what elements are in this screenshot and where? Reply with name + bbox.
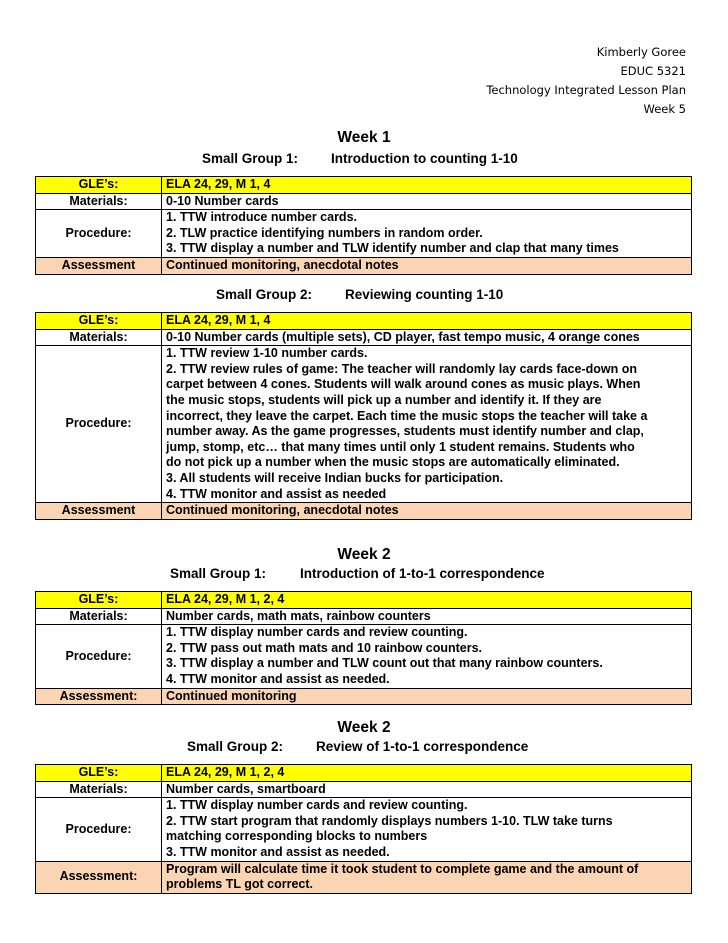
week1-group1-table <box>35 176 692 275</box>
procedure-value <box>162 798 692 861</box>
procedure-step: 1. TTW display number cards and review counting. <box>166 798 468 813</box>
materials-row <box>36 608 692 625</box>
assessment-row <box>36 861 692 893</box>
assessment-label: Assessment <box>36 257 162 274</box>
materials-label: Materials: <box>36 193 162 210</box>
procedure-step: 1. TTW display number cards and review counting. <box>166 625 468 640</box>
procedure-step: the music stops, students will pick up a number and identify it. If they are <box>166 392 602 407</box>
week2a-title: Week 2 <box>337 546 391 563</box>
materials-label: Materials: <box>36 608 162 625</box>
document-header <box>486 43 686 119</box>
gle-label: GLE’s: <box>36 313 162 330</box>
procedure-step: 3. TTW display a number and TLW count out that many rainbow counters. <box>166 656 603 671</box>
plan-week: Week 5 <box>643 102 686 116</box>
materials-row <box>36 193 692 210</box>
assessment-row <box>36 257 692 274</box>
assessment-row <box>36 688 692 705</box>
week1-title: Week 1 <box>337 129 391 146</box>
week2b-title: Week 2 <box>337 719 391 736</box>
procedure-step: matching corresponding blocks to numbers <box>166 829 428 844</box>
week2b-group: Small Group 2: <box>187 739 284 754</box>
procedure-step: 2. TLW practice identifying numbers in random order. <box>166 225 483 240</box>
procedure-value <box>162 625 692 688</box>
procedure-step: 2. TTW pass out math mats and 10 rainbow counters. <box>166 640 483 655</box>
assessment-label: Assessment: <box>36 688 162 705</box>
procedure-step: 4. TTW monitor and assist as needed <box>166 486 387 501</box>
week1-g2-topic: Reviewing counting 1-10 <box>345 287 504 302</box>
procedure-step: jump, stomp, etc… that many times until only 1 student remains. Students who <box>166 439 635 454</box>
procedure-step: 3. All students will receive Indian bucks for participation. <box>166 470 504 485</box>
materials-value: 0-10 Number cards (multiple sets), CD player, fast tempo music, 4 orange cones <box>162 329 692 346</box>
procedure-row <box>36 346 692 503</box>
procedure-label: Procedure: <box>36 625 162 688</box>
assessment-row <box>36 503 692 520</box>
materials-value: Number cards, math mats, rainbow counters <box>162 608 692 625</box>
procedure-value <box>162 346 692 503</box>
procedure-step: 1. TTW introduce number cards. <box>166 210 357 225</box>
gle-label: GLE’s: <box>36 592 162 609</box>
assessment-value: Continued monitoring, anecdotal notes <box>162 257 692 274</box>
gle-row <box>36 313 692 330</box>
plan-title: Technology Integrated Lesson Plan <box>486 83 686 97</box>
assessment-line: Program will calculate time it took student to complete game and the amount of <box>166 861 639 876</box>
procedure-step: 1. TTW review 1-10 number cards. <box>166 346 368 361</box>
procedure-row <box>36 210 692 258</box>
procedure-step: 4. TTW monitor and assist as needed. <box>166 671 390 686</box>
gle-row <box>36 592 692 609</box>
gle-value: ELA 24, 29, M 1, 2, 4 <box>162 592 692 609</box>
materials-value: Number cards, smartboard <box>162 781 692 798</box>
gle-value: ELA 24, 29, M 1, 4 <box>162 313 692 330</box>
author-name: Kimberly Goree <box>596 45 686 59</box>
procedure-label: Procedure: <box>36 798 162 861</box>
procedure-step: do not pick up a number when the music stops are automatically eliminated. <box>166 455 620 470</box>
week1-g1-topic: Introduction to counting 1-10 <box>331 151 518 166</box>
procedure-label: Procedure: <box>36 210 162 258</box>
course-code: EDUC 5321 <box>620 64 686 78</box>
gle-row <box>36 177 692 194</box>
week1-group2-table <box>35 312 692 520</box>
materials-label: Materials: <box>36 781 162 798</box>
gle-value: ELA 24, 29, M 1, 2, 4 <box>162 765 692 782</box>
assessment-value: Continued monitoring, anecdotal notes <box>162 503 692 520</box>
materials-label: Materials: <box>36 329 162 346</box>
materials-row <box>36 781 692 798</box>
procedure-step: number away. As the game progresses, students must identify number and clap, <box>166 424 644 439</box>
procedure-step: 2. TTW review rules of game: The teacher will randomly lay cards face-down on <box>166 361 637 376</box>
gle-label: GLE’s: <box>36 765 162 782</box>
procedure-step: carpet between 4 cones. Students will walk around cones as music plays. When <box>166 377 641 392</box>
materials-value: 0-10 Number cards <box>162 193 692 210</box>
materials-row <box>36 329 692 346</box>
procedure-step: 3. TTW monitor and assist as needed. <box>166 844 390 859</box>
gle-row <box>36 765 692 782</box>
procedure-label: Procedure: <box>36 346 162 503</box>
procedure-step: 2. TTW start program that randomly displays numbers 1-10. TLW take turns <box>166 813 613 828</box>
week2-group1-table <box>35 591 692 705</box>
gle-label: GLE’s: <box>36 177 162 194</box>
procedure-step: 3. TTW display a number and TLW identify number and clap that many times <box>166 241 619 256</box>
week2b-topic: Review of 1-to-1 correspondence <box>316 739 529 754</box>
assessment-line: problems TL got correct. <box>166 877 314 892</box>
procedure-step: incorrect, they leave the carpet. Each time the music stops the teacher will take a <box>166 408 648 423</box>
assessment-label: Assessment <box>36 503 162 520</box>
week1-g2-group: Small Group 2: <box>216 287 313 302</box>
week2a-topic: Introduction of 1-to-1 correspondence <box>300 566 545 581</box>
procedure-row <box>36 798 692 861</box>
assessment-value <box>162 861 692 893</box>
procedure-value <box>162 210 692 258</box>
procedure-row <box>36 625 692 688</box>
week2-group2-table <box>35 764 692 894</box>
week2a-group: Small Group 1: <box>170 566 267 581</box>
assessment-value: Continued monitoring <box>162 688 692 705</box>
week1-g1-group: Small Group 1: <box>202 151 299 166</box>
gle-value: ELA 24, 29, M 1, 4 <box>162 177 692 194</box>
assessment-label: Assessment: <box>36 861 162 893</box>
